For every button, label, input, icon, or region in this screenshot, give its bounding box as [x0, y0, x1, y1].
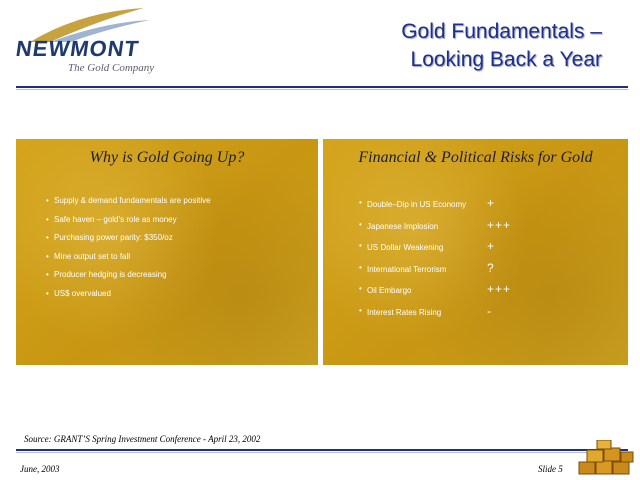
list-item: • US$ overvalued: [46, 288, 211, 307]
header-divider: [16, 86, 628, 88]
footer-divider: [16, 449, 628, 451]
list-item: [359, 282, 511, 304]
logo-wordmark: NEWMONT: [14, 36, 141, 61]
list-item: • Producer hedging is decreasing: [46, 269, 211, 288]
risk-label: US Dollar Weakening: [367, 243, 444, 252]
footer-date: June, 2003: [20, 464, 60, 474]
gold-bars-icon: [577, 440, 637, 478]
list-item: • Purchasing power parity: $350/oz: [46, 232, 211, 251]
list-item: [359, 239, 511, 261]
risk-mark: +: [487, 239, 496, 253]
slide-title-line-1: Gold Fundamentals –: [401, 20, 602, 43]
list-item: • Mine output set to fall: [46, 251, 211, 270]
newmont-logo: [10, 6, 170, 76]
list-item: • Safe haven – gold’s role as money: [46, 214, 211, 233]
logo-tagline: The Gold Company: [68, 62, 155, 74]
risk-mark: -: [487, 303, 492, 318]
why-gold-panel: [16, 139, 318, 365]
risk-label: International Terrorism: [367, 264, 447, 274]
risk-label: Double–Dip in US Economy: [367, 200, 467, 209]
header-divider-shadow: [16, 89, 628, 90]
why-gold-list: [46, 195, 211, 306]
risks-heading: Financial & Political Risks for Gold: [358, 149, 593, 166]
list-item: [359, 218, 511, 240]
slide-number: Slide 5: [538, 464, 563, 474]
slide-title-line-2: Looking Back a Year: [410, 48, 602, 71]
risks-panel: [323, 139, 628, 365]
slide-title: [401, 18, 602, 74]
list-item: [359, 304, 511, 326]
why-gold-heading: Why is Gold Going Up?: [89, 149, 245, 166]
risks-list: [359, 196, 511, 325]
footer-divider-shadow: [16, 452, 628, 453]
risk-label: Japanese Implosion: [367, 221, 439, 231]
risk-mark: +++: [487, 217, 512, 232]
risk-mark: +: [487, 196, 496, 210]
risk-label: Oil Embargo: [367, 286, 412, 295]
list-item: • Supply & demand fundamentals are positive: [46, 195, 211, 214]
list-item: [359, 196, 511, 218]
risk-mark: +++: [487, 282, 512, 296]
risk-label: Interest Rates Rising: [367, 307, 442, 317]
list-item: [359, 261, 511, 283]
risk-mark: ?: [487, 260, 495, 275]
source-note: Source: GRANT’S Spring Investment Conference - April 23, 2002: [24, 434, 261, 444]
